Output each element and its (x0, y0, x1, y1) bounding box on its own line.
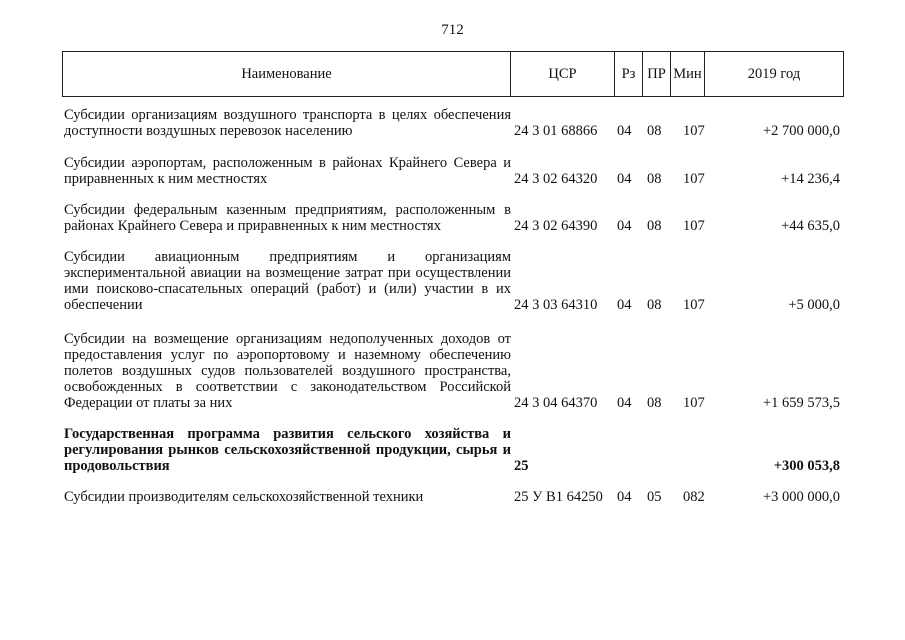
column-header-csr: ЦСР (511, 52, 615, 97)
row-amount: +44 635,0 (781, 218, 840, 234)
table-row (62, 249, 843, 313)
row-csr: 24 3 01 68866 (514, 123, 598, 139)
row-csr: 25 (514, 458, 529, 474)
row-rz: 04 (617, 218, 632, 234)
row-amount: +14 236,4 (781, 171, 840, 187)
row-rz: 04 (617, 489, 632, 505)
row-pr: 08 (647, 218, 662, 234)
row-amount: +3 000 000,0 (762, 489, 840, 505)
column-header-pr: ПР (643, 52, 671, 97)
row-pr: 05 (647, 489, 662, 505)
table-header (62, 51, 844, 97)
row-amount: +2 700 000,0 (762, 123, 840, 139)
row-rz: 04 (617, 297, 632, 313)
row-csr: 24 3 02 64320 (514, 171, 598, 187)
row-amount: +1 659 573,5 (762, 395, 840, 411)
row-min: 082 (683, 489, 705, 505)
table-row (62, 331, 843, 411)
row-rz: 04 (617, 171, 632, 187)
page-number: 712 (441, 22, 464, 38)
row-pr: 08 (647, 395, 662, 411)
column-header-min: Мин (671, 52, 705, 97)
row-min: 107 (683, 297, 705, 313)
row-csr: 24 3 04 64370 (514, 395, 598, 411)
row-amount: +5 000,0 (788, 297, 840, 313)
row-name: Субсидии на возмещение организациям недополученных доходов от предоставления услуг по аэропортовому и наземному обеспечению полетов воздушных судов пользователей воздушного пространства, освобожденных в соответствии с законодательством Российской Федерации от платы за них (64, 331, 511, 411)
row-min: 107 (683, 395, 705, 411)
column-header-year: 2019 год (705, 52, 844, 97)
row-rz: 04 (617, 123, 632, 139)
column-header-rz: Рз (615, 52, 643, 97)
row-name: Государственная программа развития сельского хозяйства и регулирования рынков сельскохозяйственной продукции, сырья и продовольствия (64, 426, 511, 474)
row-name: Субсидии производителям сельскохозяйственной техники (64, 489, 424, 505)
row-csr: 25 У В1 64250 (514, 489, 603, 505)
row-rz: 04 (617, 395, 632, 411)
row-amount: +300 053,8 (773, 458, 840, 474)
row-name: Субсидии организациям воздушного транспорта в целях обеспечения доступности воздушных перевозок населению (64, 107, 511, 139)
row-pr: 08 (647, 123, 662, 139)
row-min: 107 (683, 171, 705, 187)
row-min: 107 (683, 123, 705, 139)
row-min: 107 (683, 218, 705, 234)
table-row (62, 489, 843, 505)
row-pr: 08 (647, 171, 662, 187)
table-row (62, 155, 843, 187)
table-row (62, 426, 843, 474)
table-row (62, 107, 843, 139)
row-csr: 24 3 02 64390 (514, 218, 598, 234)
column-header-name: Наименование (63, 52, 511, 97)
row-name: Субсидии авиационным предприятиям и организациям экспериментальной авиации на возмещение затрат при осуществлении ими поисково-спасательных операций (работ) и (или) участии в их обеспечении (64, 249, 511, 313)
row-csr: 24 3 03 64310 (514, 297, 598, 313)
row-pr: 08 (647, 297, 662, 313)
table-row (62, 202, 843, 234)
row-name: Субсидии федеральным казенным предприятиям, расположенным в районах Крайнего Севера и приравненных к ним местностях (64, 202, 511, 234)
row-name: Субсидии аэропортам, расположенным в районах Крайнего Севера и приравненных к ним местностях (64, 155, 511, 187)
